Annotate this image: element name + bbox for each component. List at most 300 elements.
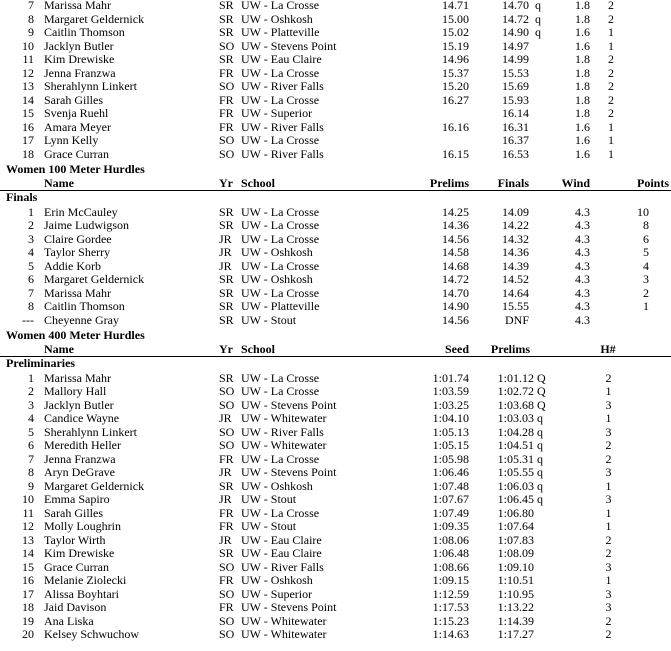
year: SR: [219, 546, 234, 560]
year: SO: [219, 133, 235, 147]
result-row: [0, 260, 671, 274]
prelims-mark: 1:05.31: [497, 451, 534, 466]
result-row: [0, 561, 671, 575]
header-wind: Wind: [561, 175, 590, 190]
prelims-mark: 1:06.03: [497, 478, 534, 493]
athlete-name: Lynn Kelly: [44, 133, 99, 147]
school: UW - Superior: [241, 106, 313, 120]
athlete-name: Margaret Geldernick: [44, 272, 145, 286]
place: 5: [28, 424, 34, 439]
school: UW - Stout: [241, 312, 297, 327]
header-name: Name: [44, 341, 74, 356]
prelims-mark: 14.58: [442, 245, 469, 259]
school: UW - Stevens Point: [241, 397, 337, 412]
heat: 3: [605, 397, 612, 412]
place: 9: [28, 25, 34, 39]
event-title: [0, 163, 671, 177]
flight: 2: [608, 11, 614, 26]
height: 1.8: [575, 106, 590, 120]
result-row: [0, 399, 671, 413]
result-mark: 14.72: [502, 11, 529, 26]
athlete-name: Caitlin Thomson: [44, 25, 125, 39]
result-row: [0, 134, 671, 148]
school: UW - Whitewater: [241, 411, 327, 425]
year: SO: [219, 146, 235, 161]
result-row: [0, 40, 671, 54]
section-label-text: Finals: [6, 190, 38, 204]
seed-mark: 1:05.98: [432, 451, 469, 466]
place: 11: [22, 505, 34, 520]
athlete-name: Grace Curran: [44, 559, 109, 574]
year: FR: [219, 600, 234, 614]
result-row: [0, 0, 671, 13]
seed-mark: 1:09.15: [432, 573, 469, 587]
flight: 1: [608, 38, 614, 53]
result-row: [0, 273, 671, 287]
result-row: [0, 67, 671, 81]
event-title-text: Women 400 Meter Hurdles: [6, 328, 145, 342]
result-row: [0, 246, 671, 260]
flight: 2: [608, 92, 614, 107]
result-row: [0, 574, 671, 588]
prelims-mark: 14.72: [442, 272, 469, 286]
place: 12: [22, 65, 34, 80]
wind: 4.3: [575, 299, 590, 313]
column-headers: [0, 177, 671, 191]
place: 6: [28, 272, 34, 286]
athlete-name: Aryn DeGrave: [44, 465, 115, 479]
result-row: [0, 148, 671, 162]
result-mark: 16.37: [502, 133, 529, 147]
seed-mark: 16.16: [442, 119, 469, 134]
result-mark: 14.90: [502, 25, 529, 39]
finals-mark: 14.64: [502, 285, 529, 300]
heat: 1: [605, 411, 612, 425]
place: 16: [22, 573, 34, 587]
school: UW - La Crosse: [241, 92, 320, 107]
athlete-name: Jaid Davison: [44, 600, 107, 614]
qualifier: q: [537, 478, 543, 493]
seed-mark: 16.27: [442, 92, 469, 107]
result-row: [0, 439, 671, 453]
flight: 2: [608, 79, 614, 93]
year: SO: [219, 424, 235, 439]
result-row: [0, 628, 671, 642]
result-mark: 15.69: [502, 79, 529, 93]
school: UW - La Crosse: [241, 451, 320, 466]
qualifier: q: [537, 438, 543, 452]
result-row: [0, 287, 671, 301]
result-row: [0, 385, 671, 399]
result-row: [0, 547, 671, 561]
year: SR: [219, 299, 234, 313]
heat: 2: [605, 438, 612, 452]
result-row: [0, 534, 671, 548]
qualifier: q: [537, 451, 543, 466]
athlete-name: Jenna Franzwa: [44, 65, 116, 80]
heat: 1: [605, 573, 612, 587]
place: 8: [28, 299, 34, 313]
school: UW - River Falls: [241, 79, 324, 93]
prelims-mark: 1:17.27: [497, 627, 534, 641]
place: 18: [22, 146, 34, 161]
place: 20: [22, 627, 34, 641]
athlete-name: Grace Curran: [44, 146, 109, 161]
seed-mark: 1:06.48: [432, 546, 469, 560]
place: 4: [28, 245, 34, 259]
heat: 2: [605, 627, 612, 641]
result-mark: 16.14: [502, 106, 529, 120]
header-school: School: [241, 341, 276, 356]
athlete-name: Alissa Boyhtari: [44, 586, 119, 601]
heat: 1: [605, 384, 612, 398]
flight: 2: [608, 106, 614, 120]
school: UW - La Crosse: [241, 204, 320, 219]
header-prelims: Prelims: [490, 341, 530, 356]
result-row: [0, 233, 671, 247]
athlete-name: Taylor Wirth: [44, 532, 106, 547]
seed-mark: 16.15: [442, 146, 469, 161]
school: UW - Platteville: [241, 299, 320, 313]
qualifier: q: [537, 411, 543, 425]
year: JR: [219, 492, 232, 506]
section-label: [0, 357, 671, 371]
place: 17: [22, 586, 34, 601]
result-mark: 14.99: [502, 52, 529, 66]
athlete-name: Claire Gordee: [44, 231, 112, 246]
seed-mark: 15.02: [442, 25, 469, 39]
finals-mark: 14.39: [502, 258, 529, 273]
prelims-mark: 1:10.95: [497, 586, 534, 601]
prelims-mark: 1:04.51: [497, 438, 534, 452]
wind: 4.3: [575, 285, 590, 300]
finals-mark: DNF: [504, 312, 529, 327]
wind: 4.3: [575, 218, 590, 232]
prelims-mark: 14.90: [442, 299, 469, 313]
event-title-text: Women 100 Meter Hurdles: [6, 162, 145, 176]
qualifier: Q: [537, 397, 546, 412]
year: SO: [219, 397, 235, 412]
school: UW - Oshkosh: [241, 11, 313, 26]
school: UW - River Falls: [241, 119, 324, 134]
place: 11: [22, 52, 34, 66]
school: UW - Stout: [241, 492, 297, 506]
year: SR: [219, 218, 234, 232]
heat: 3: [605, 465, 612, 479]
year: SO: [219, 627, 235, 641]
athlete-name: Margaret Geldernick: [44, 478, 145, 493]
result-row: [0, 426, 671, 440]
place: 5: [28, 258, 34, 273]
year: FR: [219, 65, 234, 80]
section-label: [0, 191, 671, 205]
height: 1.8: [575, 92, 590, 107]
year: JR: [219, 245, 232, 259]
qualifier: q: [537, 465, 543, 479]
heat: 2: [605, 532, 612, 547]
school: UW - Oshkosh: [241, 272, 313, 286]
column-headers: [0, 343, 671, 357]
athlete-name: Svenja Ruehl: [44, 106, 109, 120]
year: SO: [219, 559, 235, 574]
place: 2: [28, 218, 34, 232]
header-seed: Seed: [445, 341, 469, 356]
result-row: [0, 219, 671, 233]
school: UW - Oshkosh: [241, 245, 313, 259]
height: 1.6: [575, 133, 590, 147]
wind: 4.3: [575, 312, 590, 327]
seed-mark: 1:04.10: [432, 411, 469, 425]
place: 7: [28, 0, 34, 12]
school: UW - Oshkosh: [241, 573, 313, 587]
seed-mark: 1:08.06: [432, 532, 469, 547]
seed-mark: 1:03.25: [432, 397, 469, 412]
athlete-name: Sherahlynn Linkert: [44, 79, 137, 93]
finals-mark: 15.55: [502, 299, 529, 313]
points: 8: [643, 218, 649, 232]
seed-mark: 15.00: [442, 11, 469, 26]
result-row: [0, 314, 671, 328]
finals-mark: 14.52: [502, 272, 529, 286]
height: 1.8: [575, 65, 590, 80]
heat: 2: [605, 546, 612, 560]
result-row: [0, 372, 671, 386]
seed-mark: 1:17.53: [432, 600, 469, 614]
year: SR: [219, 370, 234, 385]
heat: 3: [605, 424, 612, 439]
athlete-name: Emma Sapiro: [44, 492, 110, 506]
result-row: [0, 520, 671, 534]
qualifier: q: [535, 25, 541, 39]
finals-mark: 14.32: [502, 231, 529, 246]
prelims-mark: 1:10.51: [497, 573, 534, 587]
prelims-mark: 14.70: [442, 285, 469, 300]
athlete-name: Caitlin Thomson: [44, 299, 125, 313]
result-row: [0, 615, 671, 629]
year: FR: [219, 106, 234, 120]
place: 2: [28, 384, 34, 398]
seed-mark: 1:05.15: [432, 438, 469, 452]
prelims-mark: 1:07.83: [497, 532, 534, 547]
flight: 1: [608, 119, 614, 134]
seed-mark: 1:08.66: [432, 559, 469, 574]
athlete-name: Meredith Heller: [44, 438, 121, 452]
year: FR: [219, 519, 234, 533]
result-row: [0, 493, 671, 507]
prelims-mark: 1:13.22: [497, 600, 534, 614]
athlete-name: Mallory Hall: [44, 384, 107, 398]
year: SR: [219, 204, 234, 219]
year: FR: [219, 92, 234, 107]
school: UW - Stevens Point: [241, 600, 337, 614]
place: 10: [22, 492, 34, 506]
result-mark: 14.70: [502, 0, 529, 12]
heat: 2: [605, 451, 612, 466]
section-label-text: Preliminaries: [6, 356, 76, 370]
school: UW - Stevens Point: [241, 465, 337, 479]
athlete-name: Sarah Gilles: [44, 505, 103, 520]
place: 7: [28, 285, 34, 300]
athlete-name: Marissa Mahr: [44, 370, 111, 385]
athlete-name: Kim Drewiske: [44, 546, 115, 560]
prelims-mark: 1:03.03: [497, 411, 534, 425]
place: 4: [28, 411, 34, 425]
result-row: [0, 107, 671, 121]
qualifier: Q: [537, 384, 546, 398]
year: SO: [219, 38, 235, 53]
result-row: [0, 26, 671, 40]
year: SO: [219, 79, 235, 93]
place: 12: [22, 519, 34, 533]
athlete-name: Jacklyn Butler: [44, 397, 114, 412]
place: 13: [22, 532, 34, 547]
place: 1: [28, 370, 34, 385]
year: JR: [219, 231, 232, 246]
header-yr: Yr: [219, 341, 233, 356]
athlete-name: Jacklyn Butler: [44, 38, 114, 53]
result-row: [0, 94, 671, 108]
prelims-mark: 1:05.55: [497, 465, 534, 479]
place: 13: [22, 79, 34, 93]
place: 15: [22, 106, 34, 120]
result-mark: 16.53: [502, 146, 529, 161]
athlete-name: Sherahlynn Linkert: [44, 424, 137, 439]
wind: 4.3: [575, 272, 590, 286]
place: 16: [22, 119, 34, 134]
flight: 2: [608, 0, 614, 12]
place: 18: [22, 600, 34, 614]
heat: 3: [605, 559, 612, 574]
result-mark: 15.53: [502, 65, 529, 80]
seed-mark: 1:05.13: [432, 424, 469, 439]
year: SR: [219, 312, 234, 327]
year: SR: [219, 0, 234, 12]
athlete-name: Sarah Gilles: [44, 92, 103, 107]
athlete-name: Cheyenne Gray: [44, 312, 119, 327]
points: 5: [643, 245, 649, 259]
heat: 3: [605, 492, 612, 506]
school: UW - Whitewater: [241, 613, 327, 628]
header-name: Name: [44, 175, 74, 190]
place: 14: [22, 546, 34, 560]
prelims-mark: 1:08.09: [497, 546, 534, 560]
athlete-name: Candice Wayne: [44, 411, 120, 425]
heat: 2: [605, 613, 612, 628]
seed-mark: 1:07.48: [432, 478, 469, 493]
school: UW - La Crosse: [241, 258, 320, 273]
athlete-name: Marissa Mahr: [44, 0, 111, 12]
seed-mark: 1:14.63: [432, 627, 469, 641]
prelims-mark: 1:14.39: [497, 613, 534, 628]
finals-mark: 14.09: [502, 204, 529, 219]
result-row: [0, 300, 671, 314]
school: UW - La Crosse: [241, 0, 320, 12]
school: UW - Eau Claire: [241, 52, 322, 66]
school: UW - La Crosse: [241, 65, 320, 80]
place: 10: [22, 38, 34, 53]
result-row: [0, 80, 671, 94]
qualifier: Q: [537, 370, 546, 385]
seed-mark: 1:06.46: [432, 465, 469, 479]
heat: 1: [605, 505, 612, 520]
result-row: [0, 588, 671, 602]
header-points: Points: [636, 175, 669, 190]
place: 1: [28, 204, 34, 219]
year: SR: [219, 25, 234, 39]
height: 1.6: [575, 119, 590, 134]
athlete-name: Ana Liska: [44, 613, 94, 628]
seed-mark: 15.19: [442, 38, 469, 53]
place: 8: [28, 465, 34, 479]
result-row: [0, 121, 671, 135]
height: 1.8: [575, 79, 590, 93]
place: 17: [22, 133, 34, 147]
wind: 4.3: [575, 204, 590, 219]
seed-mark: 15.20: [442, 79, 469, 93]
finals-mark: 14.36: [502, 245, 529, 259]
seed-mark: 1:03.59: [432, 384, 469, 398]
place: 6: [28, 438, 34, 452]
athlete-name: Marissa Mahr: [44, 285, 111, 300]
school: UW - Stout: [241, 519, 297, 533]
heat: 3: [605, 600, 612, 614]
prelims-mark: 1:06.80: [497, 505, 534, 520]
school: UW - La Crosse: [241, 370, 320, 385]
points: 1: [643, 299, 649, 313]
heat: 3: [605, 586, 612, 601]
heat: 1: [605, 478, 612, 493]
year: SR: [219, 52, 234, 66]
height: 1.6: [575, 25, 590, 39]
school: UW - Platteville: [241, 25, 320, 39]
points: 4: [643, 258, 649, 273]
athlete-name: Margaret Geldernick: [44, 11, 145, 26]
seed-mark: 1:15.23: [432, 613, 469, 628]
year: FR: [219, 119, 234, 134]
points: 10: [637, 204, 649, 219]
athlete-name: Taylor Sherry: [44, 245, 111, 259]
school: UW - La Crosse: [241, 218, 320, 232]
header-heat: H#: [600, 341, 616, 356]
result-mark: 16.31: [502, 119, 529, 134]
result-row: [0, 507, 671, 521]
school: UW - Oshkosh: [241, 478, 313, 493]
result-row: [0, 453, 671, 467]
school: UW - Whitewater: [241, 438, 327, 452]
flight: 1: [608, 133, 614, 147]
year: JR: [219, 258, 232, 273]
place: 7: [28, 451, 34, 466]
prelims-mark: 1:04.28: [497, 424, 534, 439]
school: UW - La Crosse: [241, 133, 320, 147]
seed-mark: 1:07.49: [432, 505, 469, 520]
seed-mark: 1:01.74: [432, 370, 469, 385]
year: SR: [219, 285, 234, 300]
result-row: [0, 412, 671, 426]
header-school: School: [241, 175, 276, 190]
result-row: [0, 601, 671, 615]
height: 1.6: [575, 146, 590, 161]
year: SR: [219, 11, 234, 26]
place: 9: [28, 478, 34, 493]
prelims-mark: 14.56: [442, 312, 469, 327]
athlete-name: Jenna Franzwa: [44, 451, 116, 466]
wind: 4.3: [575, 258, 590, 273]
qualifier: q: [535, 11, 541, 26]
year: JR: [219, 411, 232, 425]
place: 15: [22, 559, 34, 574]
heat: 2: [605, 370, 612, 385]
